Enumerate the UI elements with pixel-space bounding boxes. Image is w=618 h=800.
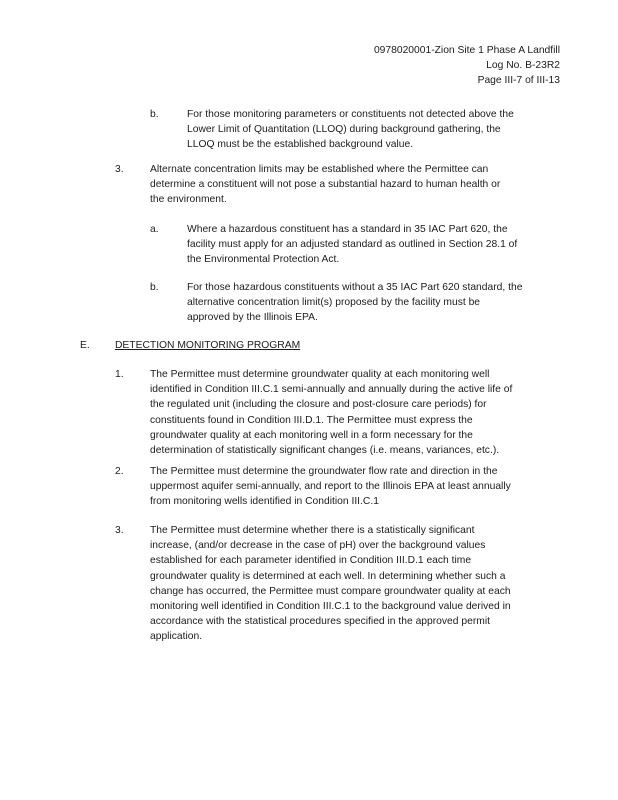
item-text: For those hazardous constituents without a 35 IAC Part 620 standard, the alternative concentration limit(s) proposed by the facility must be approved by the Illinois EPA.: [187, 282, 523, 324]
item-label: 1.: [115, 369, 124, 380]
page-header: [374, 43, 560, 88]
item-text: The Permittee must determine whether there is a statistically significant increase, (and/or decrease in the case of pH) over the background values established for each parameter identified in Condition III.D.1 each time groundwater quality is determined at each well. In determining whether such a change has occurred, the Permittee must compare groundwater quality at each monitoring well identified in Condition III.C.1 to the background value derived in accordance with the statistical procedures specified in the approved permit application.: [150, 525, 511, 643]
item-label: 2.: [115, 466, 124, 477]
item-label: a.: [150, 224, 159, 235]
item-label: 3.: [115, 525, 124, 536]
item-label: b.: [150, 282, 159, 293]
header-page-number: Page III-7 of III-13: [477, 75, 560, 86]
item-label: b.: [150, 109, 159, 120]
section-label: E.: [80, 340, 90, 351]
item-text: The Permittee must determine the groundwater flow rate and direction in the uppermost aquifer semi-annually, and report to the Illinois EPA at least annually from monitoring wells identified in Condition III.C.1: [150, 466, 511, 508]
item-label: 3.: [115, 164, 124, 175]
item-text: Alternate concentration limits may be established where the Permittee can determine a constituent will not pose a substantial hazard to human health or the environment.: [150, 164, 501, 206]
header-log-number: Log No. B-23R2: [486, 60, 560, 71]
item-text: For those monitoring parameters or constituents not detected above the Lower Limit of Quantitation (LLOQ) during background gathering, the LLOQ must be the established background value.: [187, 109, 514, 151]
header-facility-id: 0978020001-Zion Site 1 Phase A Landfill: [373, 45, 560, 56]
item-text: Where a hazardous constituent has a standard in 35 IAC Part 620, the facility must apply for an adjusted standard as outlined in Section 28.1 of the Environmental Protection Act.: [187, 224, 518, 266]
section-title: DETECTION MONITORING PROGRAM: [115, 340, 301, 351]
item-text: The Permittee must determine groundwater quality at each monitoring well identified in Condition III.C.1 semi-annually and annually during the active life of the regulated unit (including the closure and post-closure care periods) for constituents found in Condition III.D.1. The Permittee must express the groundwater quality at each monitoring well in a form necessary for the determination of statistically significant changes (i.e. means, variances, etc.).: [150, 369, 513, 457]
